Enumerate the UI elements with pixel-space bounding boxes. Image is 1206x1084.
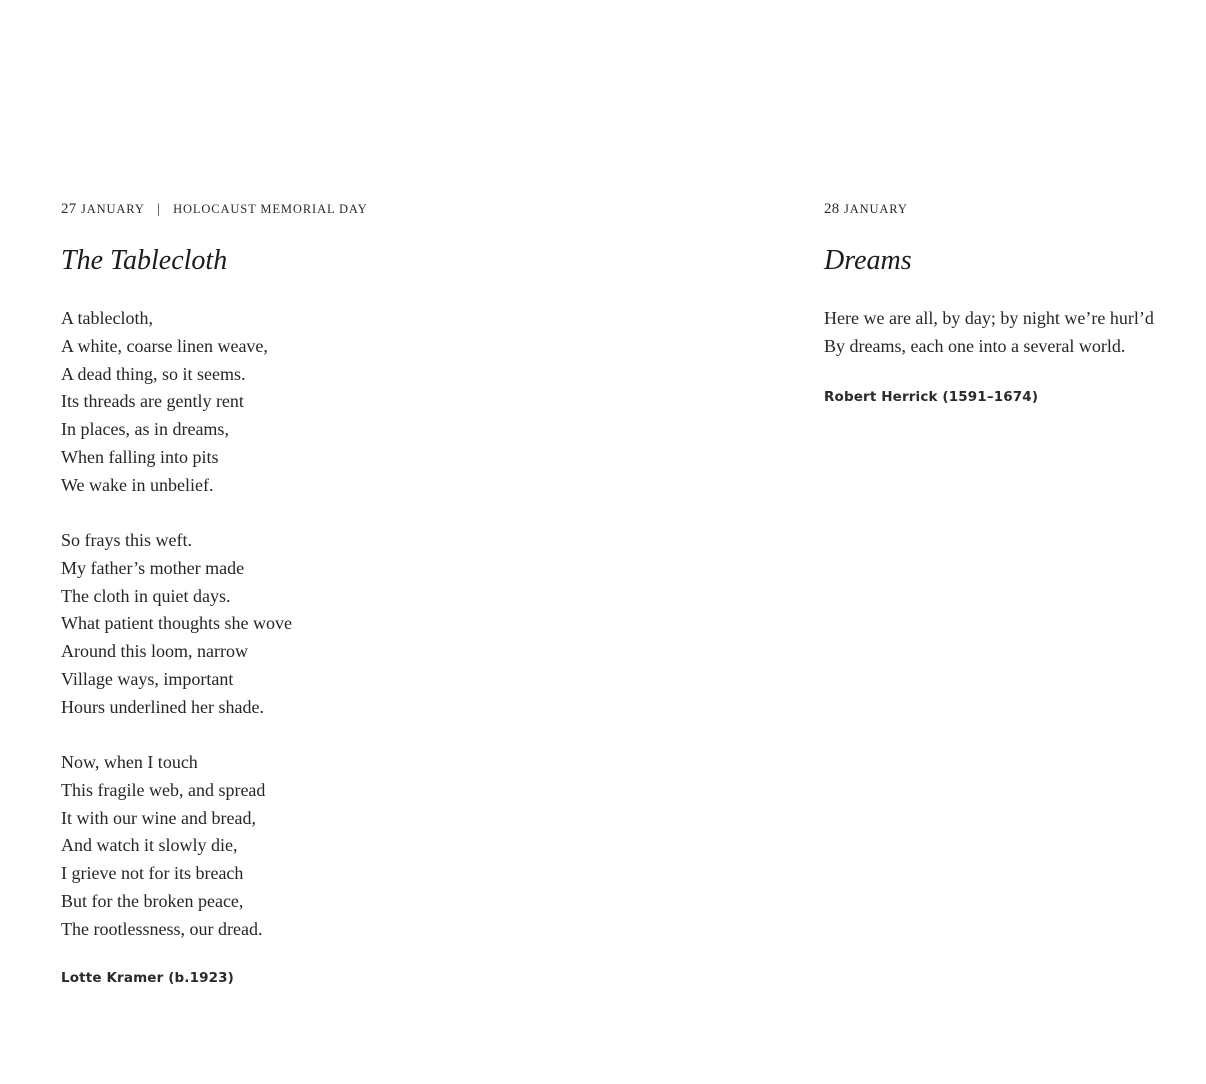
poem-line: What patient thoughts she wove bbox=[61, 613, 292, 634]
stanza-break bbox=[61, 721, 292, 749]
poem-line: My father’s mother made bbox=[61, 557, 245, 578]
poem-author: Robert Herrick (1591–1674) bbox=[824, 389, 1039, 405]
poem-line: By dreams, each one into a several world. bbox=[824, 335, 1126, 356]
poem-line: But for the broken peace, bbox=[61, 890, 244, 911]
poem-line: And watch it slowly die, bbox=[61, 835, 238, 856]
poem-line: Here we are all, by day; by night we’re hurl’d bbox=[824, 308, 1154, 328]
left-date-month: JANUARY bbox=[80, 202, 145, 216]
poem-line: We wake in unbelief. bbox=[61, 474, 214, 495]
poem-line: Hours underlined her shade. bbox=[61, 696, 264, 717]
poem-line: Around this loom, narrow bbox=[61, 641, 248, 661]
poem-line: In places, as in dreams, bbox=[61, 419, 229, 439]
right-date-month: JANUARY bbox=[843, 202, 908, 216]
poem-line: So frays this weft. bbox=[61, 530, 192, 550]
poem-title: Dreams bbox=[824, 245, 912, 276]
poem-line: This fragile web, and spread bbox=[61, 779, 266, 800]
poem-line: A white, coarse linen weave, bbox=[61, 335, 268, 356]
poem-line: The cloth in quiet days. bbox=[61, 585, 231, 606]
poem-line: The rootlessness, our dread. bbox=[61, 918, 263, 939]
left-page-header bbox=[61, 200, 368, 219]
poem-title: The Tablecloth bbox=[61, 245, 228, 276]
poem-line: A tablecloth, bbox=[61, 308, 153, 328]
poem-line: It with our wine and bread, bbox=[61, 807, 256, 828]
left-date-day: 27 bbox=[61, 201, 77, 217]
right-date-day: 28 bbox=[824, 201, 840, 217]
poem-body bbox=[61, 305, 292, 943]
poem-line: Now, when I touch bbox=[61, 752, 198, 772]
header-separator: | bbox=[157, 202, 161, 217]
stanza-break bbox=[61, 499, 292, 527]
poem-line: Village ways, important bbox=[61, 668, 234, 689]
poem-line: I grieve not for its breach bbox=[61, 863, 244, 883]
occasion-label: HOLOCAUST MEMORIAL DAY bbox=[173, 202, 368, 216]
poem-line: A dead thing, so it seems. bbox=[61, 363, 246, 384]
poem-line: When falling into pits bbox=[61, 446, 219, 467]
poem-line: Its threads are gently rent bbox=[61, 391, 244, 412]
poem-body bbox=[824, 305, 1154, 361]
poem-author: Lotte Kramer (b.1923) bbox=[61, 970, 234, 986]
right-page-header bbox=[824, 200, 908, 219]
